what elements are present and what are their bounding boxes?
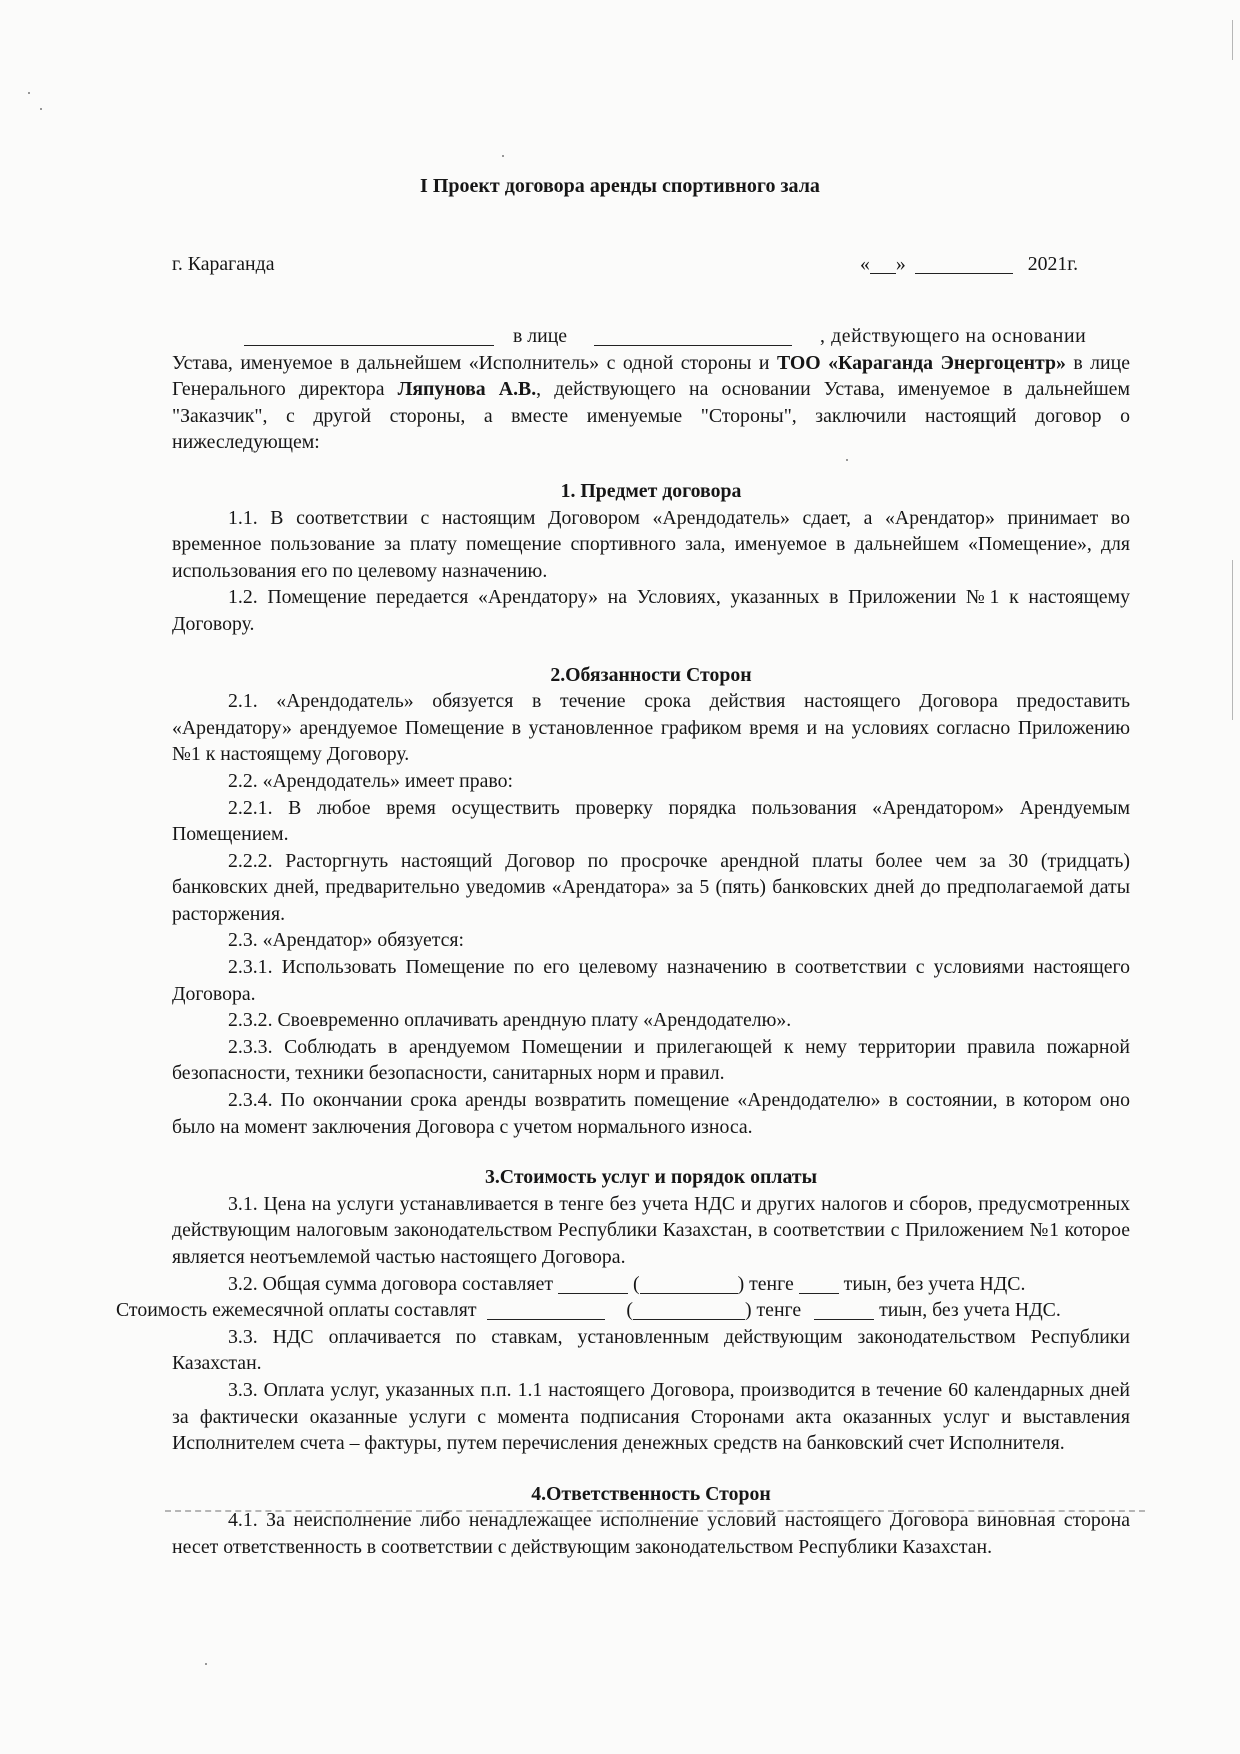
month-blank [915,253,1013,274]
clause-2-2: 2.2. «Арендодатель» имеет право: [228,769,514,792]
preamble-text-2: в лице Генерального директора [172,351,1130,401]
clause-3-2: 3.2. Общая сумма договора составляет ( ) тенге тиын, без учета НДС. Стоимость ежемесячной оплаты составлят ( ) тенге тиын, без учета НДС. [116,1272,1061,1322]
preamble-text-3: , действующего на основании Устава, именуемое в дальнейшем "Заказчик", с другой стороны, а вместе именуемые "Стороны", заключили настоящий договор о нижеследующем: [172,378,1130,454]
executor-name-blank [244,325,494,346]
preamble-text-1: Устава, именуемое в дальнейшем «Исполнитель» с одной стороны и [172,351,777,374]
monthly-sum-blank [487,1299,605,1320]
total-sum-words-blank [640,1273,738,1294]
date-open-quote: « [860,253,870,275]
clause-2-2-2: 2.2.2. Расторгнуть настоящий Договор по просрочке арендной платы более чем за 30 (тридцать) банковских дней, предварительно уведомив «Арендатора» за 5 (пять) банковских дней до предполагаемой даты расторжения. [172,849,1130,925]
date-close-quote: » [895,253,906,275]
section-2-heading: 2.Обязанности Сторон [550,663,752,686]
scan-edge-mark [1232,560,1233,720]
monthly-sum-label: Стоимость ежемесячной оплаты составлят [116,1299,477,1322]
customer-company: ТОО «Караганда Энергоцентр» [776,351,1066,374]
section-3-heading: 3.Стоимость услуг и порядок оплаты [484,1166,818,1189]
monthly-tiyn-label: тиын, без учета НДС. [879,1299,1061,1322]
preamble-line-1 [172,323,1130,350]
document-body [116,323,1130,1561]
section-1-heading: 1. Предмет договора [560,479,742,502]
document-title: I Проект договора аренды спортивного зала [420,175,820,197]
clause-3-3: 3.3. НДС оплачивается по ставкам, установленным действующим законодательством Республики Казахстан. [172,1325,1130,1375]
monthly-sum-words-blank [633,1299,745,1320]
clause-3-1: 3.1. Цена на услуги устанавливается в тенге без учета НДС и других налогов и сборов, предусмотренных действующим налоговым законодательством Республики Казахстан, в соответствии с Приложением №1 которое является неотъемлемой частью настоящего Договора. [172,1192,1130,1268]
currency-tenge: тенге [749,1272,794,1295]
clause-2-3-2: 2.3.2. Своевременно оплачивать арендную плату «Арендодателю». [228,1009,792,1032]
day-blank [870,253,896,274]
total-tiyn-blank [799,1273,839,1294]
total-sum-blank [558,1273,628,1294]
clause-2-3-3: 2.3.3. Соблюдать в арендуемом Помещении и прилегающей к нему территории правила пожарной безопасности, техники безопасности, санитарных норм и правил. [172,1035,1130,1085]
clause-2-3-4: 2.3.4. По окончании срока аренды возвратить помещение «Арендодателю» в состоянии, в котором оно было на момент заключения Договора с учетом нормального износа. [172,1089,1130,1138]
monthly-currency-tenge: тенге [756,1299,802,1322]
executor-representative-blank [594,325,792,346]
date-year: 2021г. [1027,253,1079,275]
scan-speck [28,92,30,94]
scan-speck [40,108,42,110]
monthly-tiyn-blank [814,1299,874,1320]
contract-date [860,253,1078,276]
preamble-paragraph [172,350,1130,456]
preamble-in-person: в лице [512,325,568,347]
clause-2-1: 2.1. «Арендодатель» обязуется в течение срока действия настоящего Договора предоставить «Арендатору» арендуемое Помещение в установленное графиком время и на условиях согласно Приложению №1 к настоящему Договору. [172,690,1130,766]
section-4-heading: 4.Ответственность Сторон [531,1482,771,1505]
clause-2-2-1: 2.2.1. В любое время осуществить проверку порядка пользования «Арендатором» Арендуемым Помещением. [172,796,1130,846]
clause-1-2: 1.2. Помещение передается «Арендатору» на Условиях, указанных в Приложении №1 к настоящему Договору. [172,586,1130,635]
scan-speck [502,155,504,157]
scan-edge-mark [1232,20,1233,60]
total-tiyn-label: тиын, без учета НДС. [843,1272,1026,1295]
clause-2-3-1: 2.3.1. Использовать Помещение по его целевому назначению в соответствии с условиями настоящего Договора. [172,956,1130,1005]
director-name: Ляпунова А.В. [397,378,537,401]
scan-speck [205,1663,207,1665]
clause-3-3-payment: 3.3. Оплата услуг, указанных п.п. 1.1 настоящего Договора, производится в течение 60 календарных дней за фактически оказанные услуги с момента подписания Сторонами акта оказанных услуг и выставления Исполнителем счета – фактуры, путем перечисления денежных средств на банковский счет Исполнителя. [172,1378,1130,1455]
preamble-acting: , действующего на основании [820,325,1087,347]
clause-2-3: 2.3. «Арендатор» обязуется: [228,929,465,952]
clause-4-1: 4.1. За неисполнение либо ненадлежащее исполнение условий настоящего Договора виновная сторона несет ответственность в соответствии с действующим законодательством Республики Казахстан. [172,1509,1130,1558]
clause-1-1: 1.1. В соответствии с настоящим Договором «Арендодатель» сдает, а «Арендатор» принимает во временное пользование за плату помещение спортивного зала, именуемое в дальнейшем «Помещение», для использования его по целевому назначению. [172,506,1130,582]
scan-fold-line [165,1510,1145,1512]
total-sum-label: 3.2. Общая сумма договора составляет [228,1272,554,1295]
city: г. Караганда [172,253,275,275]
